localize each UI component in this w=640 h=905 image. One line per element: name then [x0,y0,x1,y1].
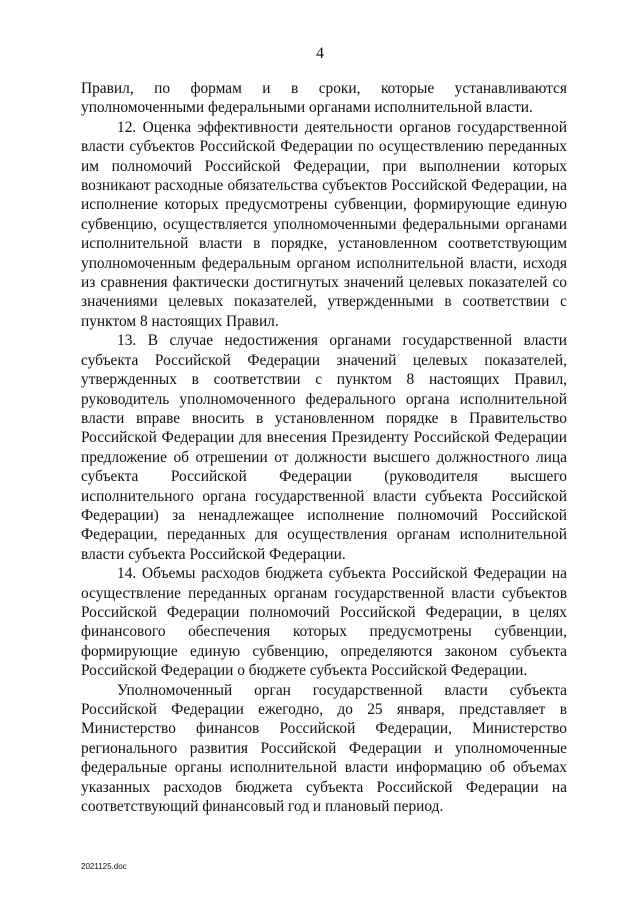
paragraph-12: 12. Оценка эффективности деятельности органов государственной власти субъектов Российской Федерации по осуществлению переданных им полномочий Российской Федерации, при выполнении которых возникают расходные обязательства субъектов Российской Федерации, на исполнение которых предусмотрены субвенции, формирующие единую субвенцию, осуществляется уполномоченными федеральными органами исполнительной власти в порядке, установленном соответствующим уполномоченным федеральным органом исполнительной власти, исходя из сравнения фактически достигнутых значений целевых показателей со значениями целевых показателей, утвержденными в соответствии с пунктом 8 настоящих Правил. [81,118,567,330]
paragraph-13: 13. В случае недостижения органами государственной власти субъекта Российской Федерации значений целевых показателей, утвержденных в соответствии с пунктом 8 настоящих Правил, руководитель уполномоченного федерального органа исполнительной власти вправе вносить в установленном порядке в Правительство Российской Федерации для внесения Президенту Российской Федерации предложение об отрешении от должности высшего должностного лица субъекта Российской Федерации (руководителя высшего исполнительного органа государственной власти субъекта Российской Федерации) за ненадлежащее исполнение полномочий Российской Федерации, переданных для осуществления органам исполнительной власти субъекта Российской Федерации. [81,332,567,563]
paragraph-14: 14. Объемы расходов бюджета субъекта Российской Федерации на осуществление переданных органам государственной власти субъектов Российской Федерации полномочий Российской Федерации, в целях финансового обеспечения которых предусмотрены субвенции, формирующие единую субвенцию, определяются законом субъекта Российской Федерации о бюджете субъекта Российской Федерации. [81,565,567,680]
document-body [81,79,567,816]
paragraph-continuation: Правил, по формам и в сроки, которые устанавливаются уполномоченными федеральными органами исполнительной власти. [81,80,567,117]
page-number: 4 [316,45,324,62]
footer-filename: 2021125.doc [81,862,127,871]
paragraph-14-second: Уполномоченный орган государственной власти субъекта Российской Федерации ежегодно, до 25 января, представляет в Министерство финансов Российской Федерации, Министерство регионального развития Российской Федерации и уполномоченные федеральные органы исполнительной власти информацию об объемах указанных расходов бюджета субъекта Российской Федерации на соответствующий финансовый год и плановый период. [81,681,567,816]
